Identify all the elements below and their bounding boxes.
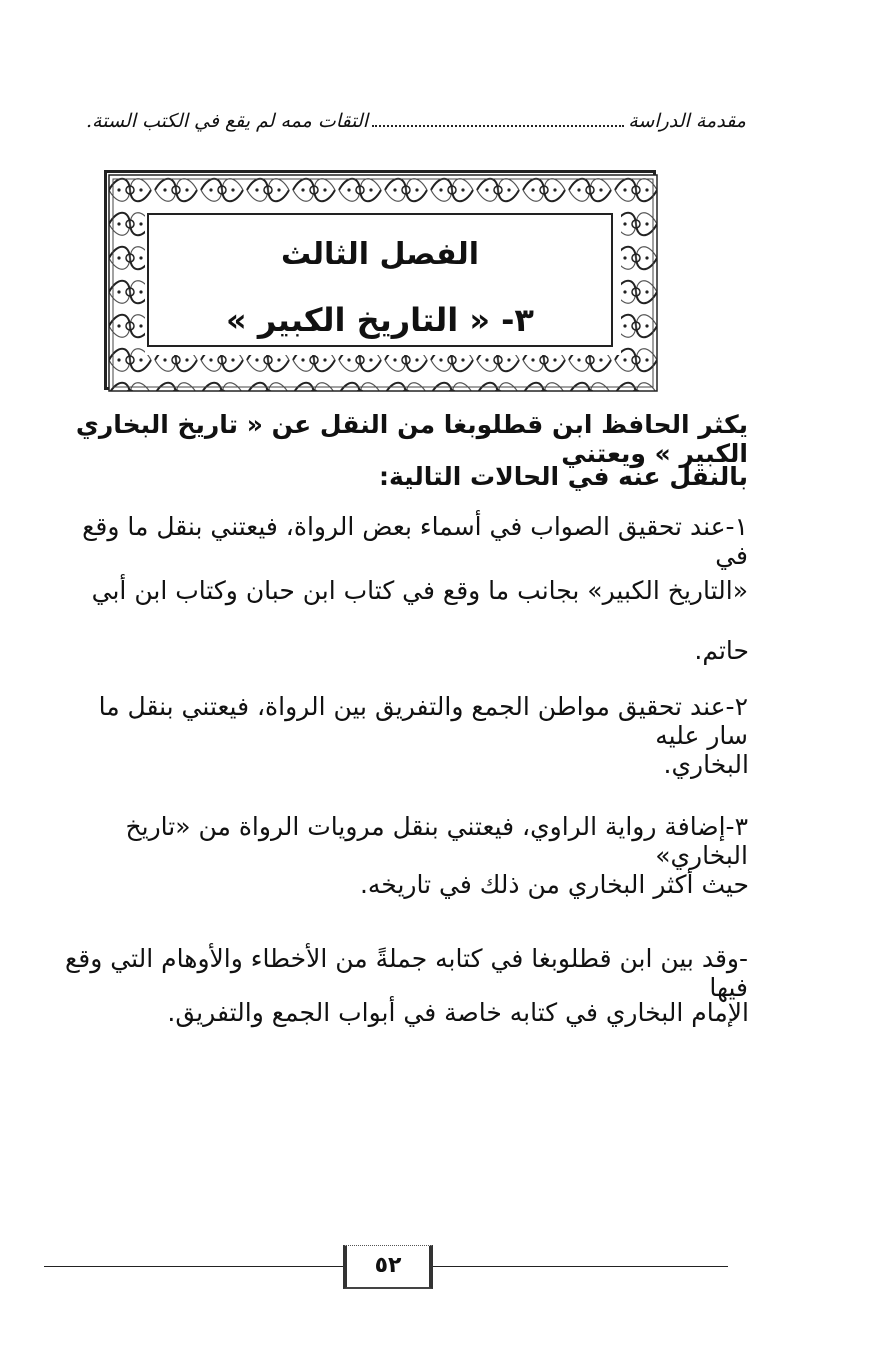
chapter-title: الفصل الثالث — [280, 237, 479, 272]
item-1-line-1: ١-عند تحقيق الصواب في أسماء بعض الرواة، فيعتني بنقل ما وقع في — [82, 512, 748, 570]
footer-rule-right — [432, 1266, 728, 1267]
item-3-line-1: ٣-إضافة رواية الراوي، فيعتني بنقل مرويات الرواة من «تاريخ البخاري» — [125, 812, 748, 870]
item-2-line-2: البخاري. — [663, 750, 749, 779]
item-3-line-2: حيث أكثر البخاري من ذلك في تاريخه. — [359, 870, 749, 899]
header-book-title: .التقات ممه لم يقع في الكتب الستة — [86, 110, 368, 132]
header-section-title: مقدمة الدراسة — [628, 110, 746, 132]
item-1-line-3: حاتم. — [694, 636, 749, 665]
page-number: ٥٢ — [374, 1253, 402, 1278]
chapter-ornament-frame — [104, 170, 656, 390]
running-header — [86, 104, 746, 138]
note-line-1: -وقد بين ابن قطلوبغا في كتابه جملةً من الأخطاء والأوهام التي وقع فيها — [65, 944, 748, 1002]
header-dot-leader — [372, 125, 624, 127]
chapter-subtitle: ٣- « التاريخ الكبير » — [226, 301, 534, 339]
intro-line-1: يكثر الحافظ ابن قطلوبغا من النقل عن « تاريخ البخاري الكبير » ويعتني — [75, 410, 748, 468]
footer-rule-left — [44, 1266, 344, 1267]
note-line-2: الإمام البخاري في كتابه خاصة في أبواب الجمع والتفريق. — [167, 998, 749, 1027]
page-number-box — [343, 1245, 433, 1289]
item-1-line-2: «التاريخ الكبير» بجانب ما وقع في كتاب ابن حبان وكتاب ابن أبي — [91, 576, 748, 605]
item-2-line-1: ٢-عند تحقيق مواطن الجمع والتفريق بين الرواة، فيعتني بنقل ما سار عليه — [98, 692, 748, 750]
intro-line-2: بالنقل عنه في الحالات التالية: — [379, 462, 748, 491]
